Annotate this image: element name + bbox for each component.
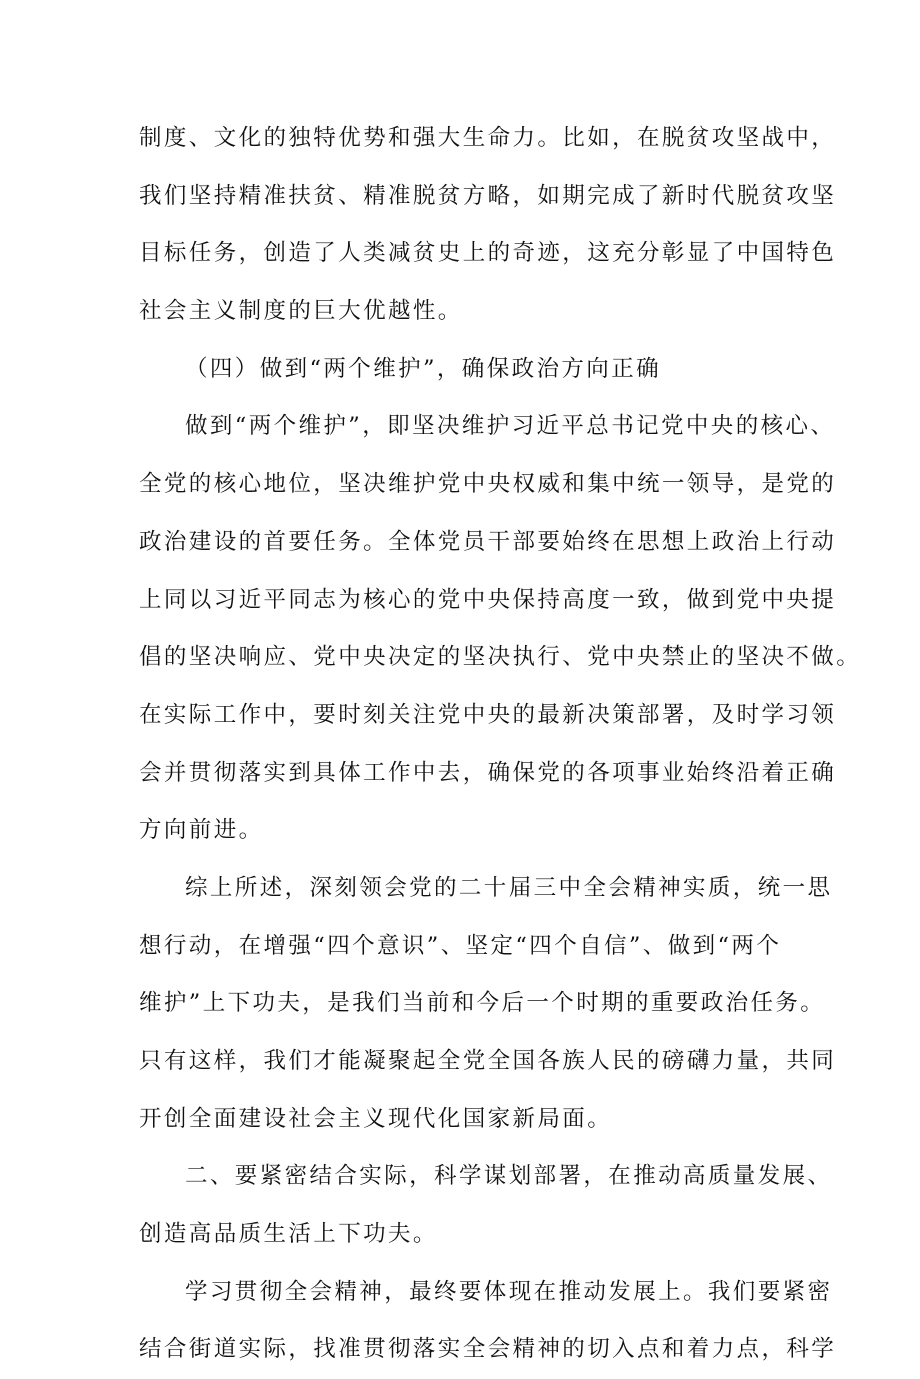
text-line: 做到“两个维护”，即坚决维护习近平总书记党中央的核心、 [185, 413, 836, 440]
text-line: 方向前进。 [139, 817, 264, 844]
text-line: 结合街道实际，找准贯彻落实全会精神的切入点和着力点，科学 [139, 1336, 837, 1363]
text-line: 想行动，在增强“四个意识”、坚定“四个自信”、做到“两个 [139, 932, 782, 959]
text-line: 上同以习近平同志为核心的党中央保持高度一致，做到党中央提 [139, 586, 837, 613]
text-line: 我们坚持精准扶贫、精准脱贫方略，如期完成了新时代脱贫攻坚 [139, 182, 837, 209]
text-line: 只有这样，我们才能凝聚起全党全国各族人民的磅礴力量，共同 [139, 1048, 837, 1074]
text-line: 维护”上下功夫，是我们当前和今后一个时期的重要政治任务。 [139, 990, 826, 1017]
section-heading: 二、要紧密结合实际，科学谋划部署，在推动高质量发展、 [185, 1163, 833, 1190]
text-line: 政治建设的首要任务。全体党员干部要始终在思想上政治上行动 [139, 528, 837, 555]
section-heading: 创造高品质生活上下功夫。 [139, 1221, 438, 1248]
text-line: 目标任务，创造了人类减贫史上的奇迹，这充分彰显了中国特色 [139, 240, 837, 267]
text-line: 全党的核心地位，坚决维护党中央权威和集中统一领导，是党的 [139, 471, 837, 498]
text-line: 综上所述，深刻领会党的二十届三中全会精神实质，统一思 [185, 874, 833, 901]
text-line: 开创全面建设社会主义现代化国家新局面。 [139, 1105, 613, 1132]
text-line: 制度、文化的独特优势和强大生命力。比如，在脱贫攻坚战中， [139, 125, 837, 151]
text-line: 倡的坚决响应、党中央决定的坚决执行、党中央禁止的坚决不做。 [139, 644, 862, 671]
section-heading: （四）做到“两个维护”，确保政治方向正确 [185, 355, 662, 382]
text-line: 社会主义制度的巨大优越性。 [139, 298, 463, 325]
text-line: 会并贯彻落实到具体工作中去，确保党的各项事业始终沿着正确 [139, 759, 837, 786]
document-body [139, 110, 862, 1379]
text-line: 学习贯彻全会精神，最终要体现在推动发展上。我们要紧密 [185, 1278, 833, 1305]
text-line: 在实际工作中，要时刻关注党中央的最新决策部署，及时学习领 [139, 701, 837, 728]
